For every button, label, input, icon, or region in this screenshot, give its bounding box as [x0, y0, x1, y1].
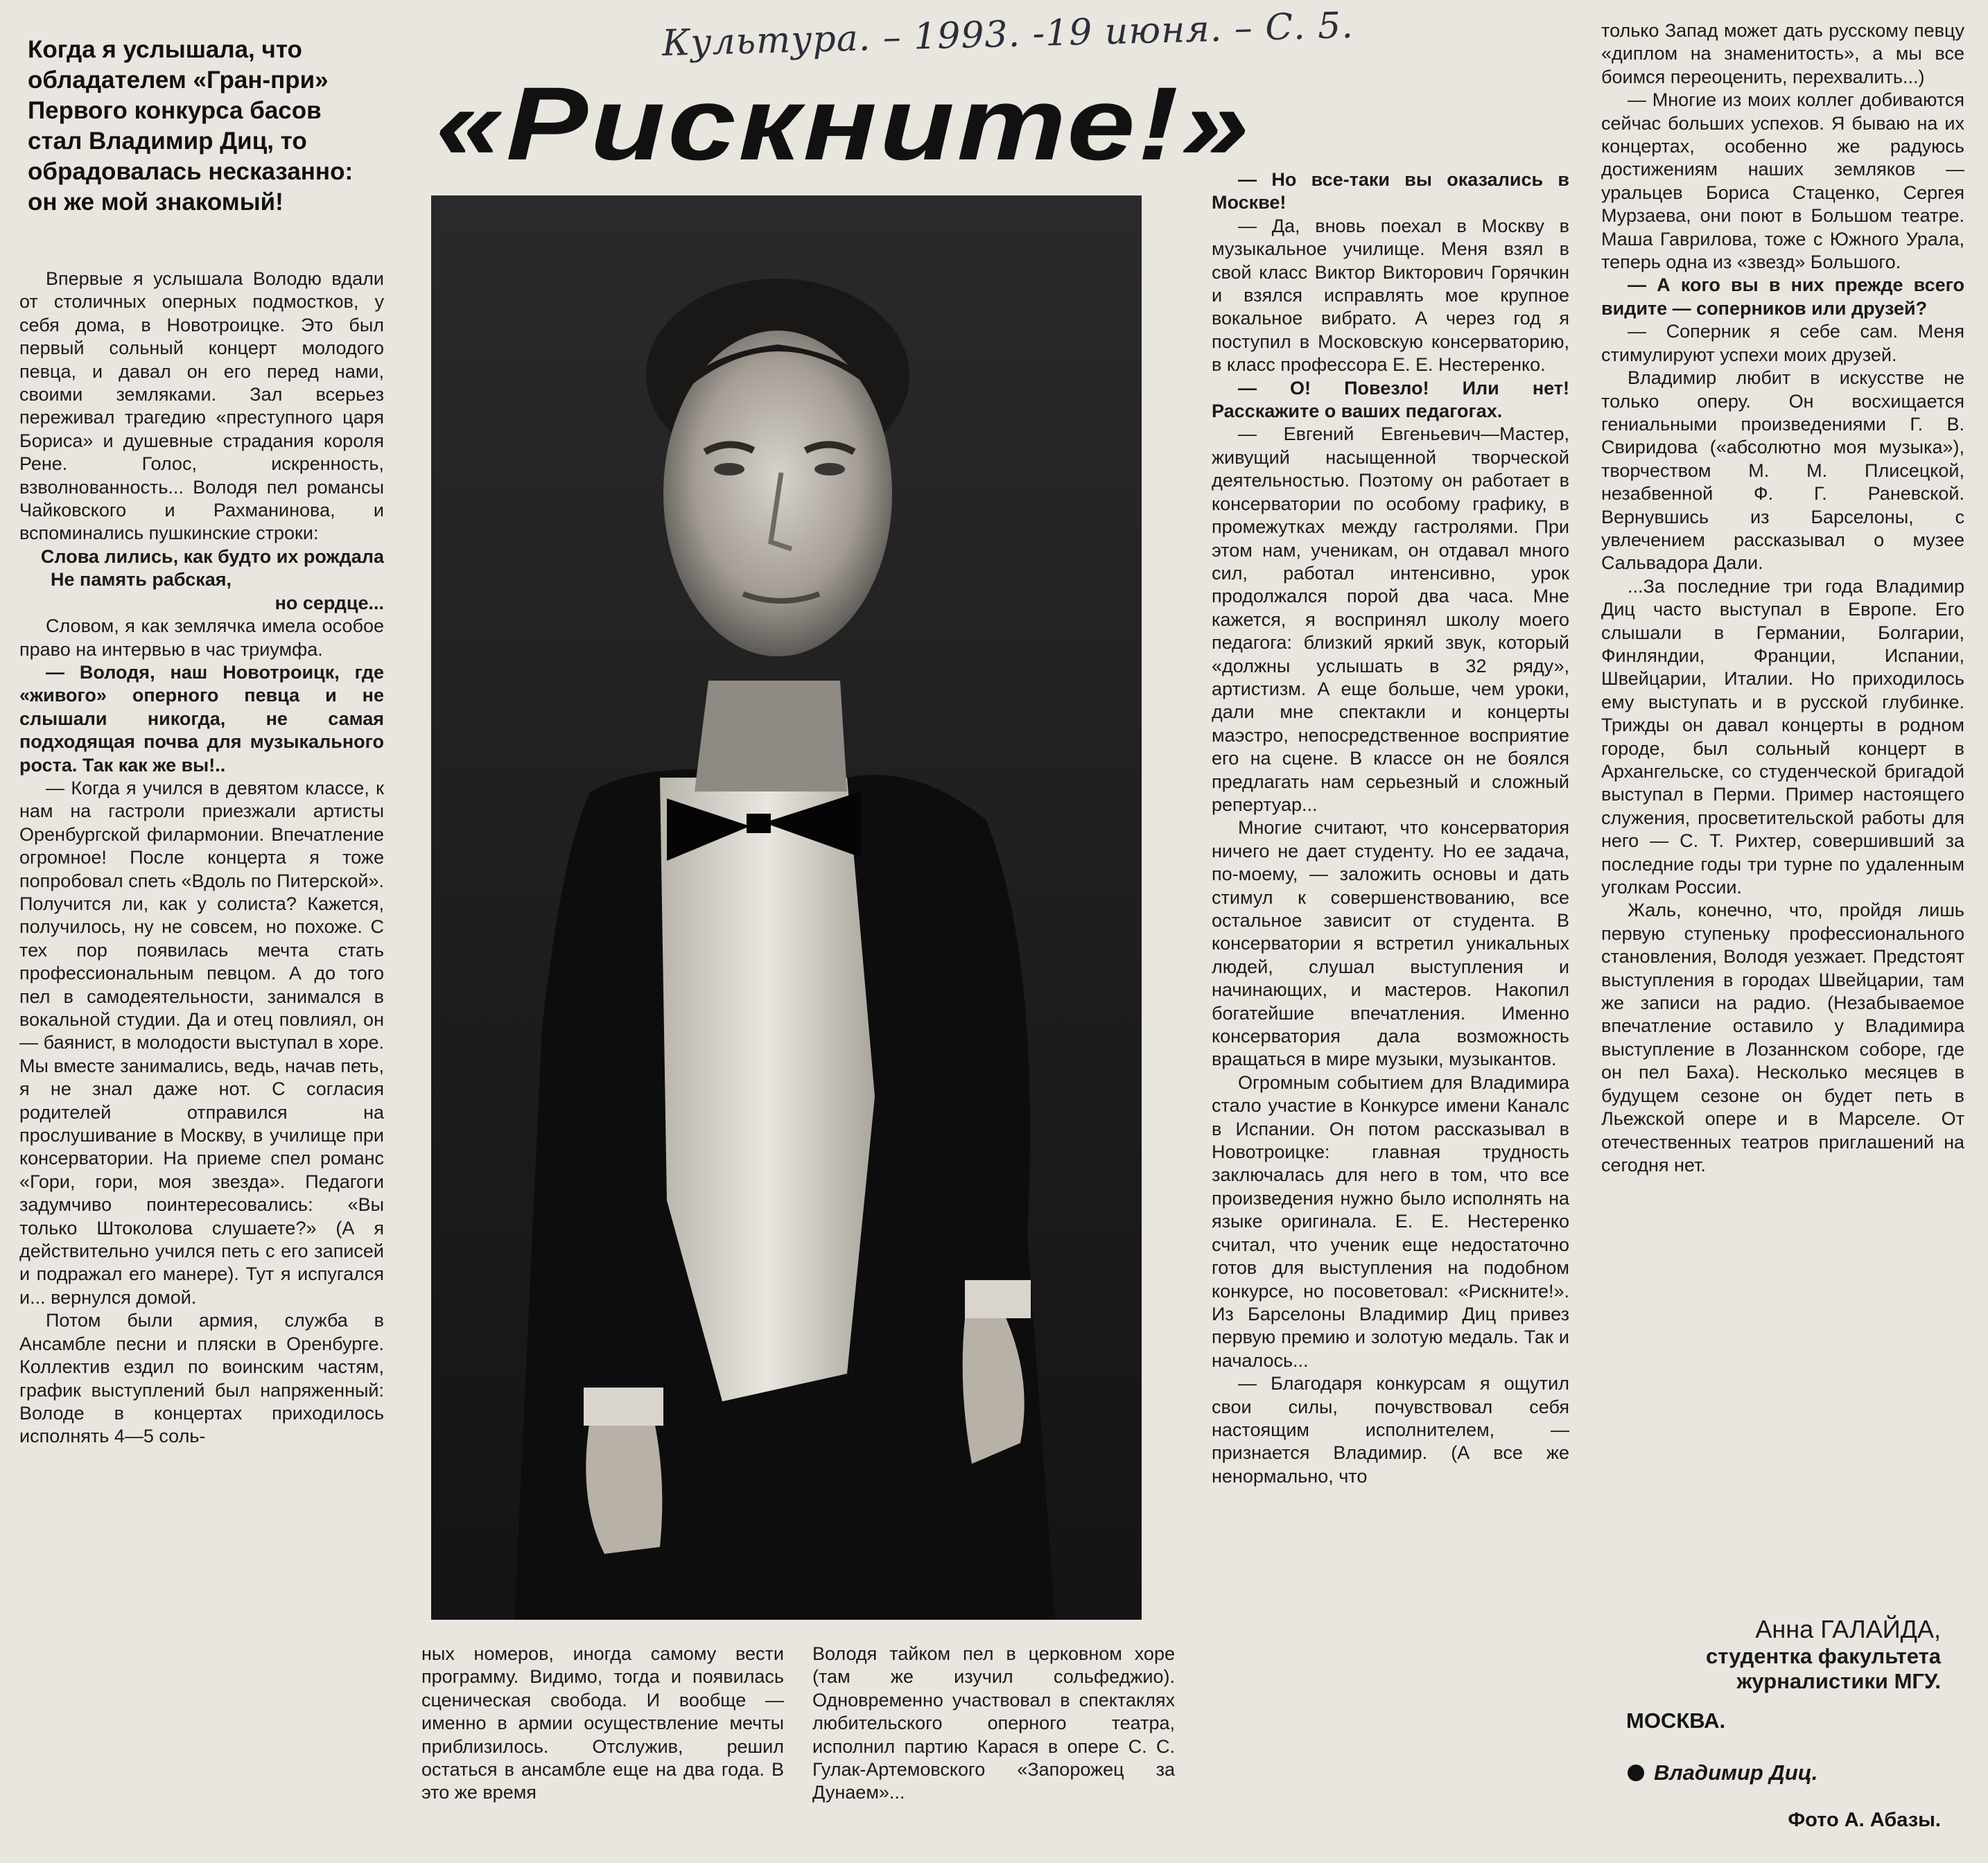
paragraph: Словом, я как землячка имела особое право на интервью в час триумфа. — [19, 615, 384, 660]
paragraph: Жаль, конечно, что, пройдя лишь первую ступеньку профессионального становления, Володя уезжает. Предстоят выступления в городах Швейцарии, там же записи на радио. (Незабываемое впечатление оставило у Владимира выступление в Лозаннском соборе, где он пел Баха). Несколько месяцев в будущем сезоне он будет петь в Льежской опере и в Марселе. От отечественных театров приглашений на сегодня нет. — [1601, 900, 1964, 1175]
author-role-line-1: студентка факультета — [1705, 1644, 1941, 1668]
paragraph: — Когда я учился в девятом классе, к нам на гастроли приезжали артисты Оренбургской филармонии. Впечатление огромное! После концерта я тоже попробовал спеть «Вдоль по Питерской». Получится ли, как у солиста? Кажется, получилось, ну не совсем, но похоже. С тех пор появилась мечта стать профессиональным певцом. А до того пел в самодеятельности, занимался в вокальной студии. Да и отец повлиял, он — баянист, в молодости выступал в хоре. Мы вместе занимались, ведь, начав петь, я не знал даже нот. С согласия родителей отправился на прослушивание в Москву, в училище при консерватории. На приеме спел романс «Гори, гори, моя звезда». Педагоги задумчиво поинтересовались: «Вы только Штоколова слушаете?» (А я действительно учился петь с его записей и подражал его манере). Тут я испугался и... вернулся домой. — [19, 777, 384, 1308]
caption-text: Владимир Диц. — [1654, 1760, 1818, 1785]
paragraph: Огромным событием для Владимира стало участие в Конкурсе имени Каналс в Испании. Он потом рассказывал в Новотроицке: главная трудность заключалась для него в том, что все произведения нужно было исполнять на языке оригинала. Е. Е. Нестеренко считал, что ученик еще недостаточно готов для выступления на подобном конкурсе, но посоветовал: «Рискните!». Из Барселоны Владимир Диц привез первую премию и золотую медаль. Так и началось... — [1212, 1072, 1569, 1371]
verse-line: но сердце... — [274, 592, 384, 613]
paragraph: только Запад может дать русскому певцу «диплом на знаменитость», а мы все боимся переоценить, перехвалить...) — [1601, 20, 1964, 87]
verse-line: Слова лились, как будто их рождала — [40, 545, 384, 567]
paragraph: Впервые я услышала Володю вдали от столичных оперных подмостков, у себя дома, в Новотроицке. Это был первый сольный концерт молодого певца, и давал он его перед нами, своими земляками. Зал всерьез переживал трагедию «преступного царя Бориса» и душевные страдания короля Рене. Голос, искренность, взволнованность... Володя пел романсы Чайковского и Рахманинова, и вспоминались пушкинские строки: — [19, 268, 384, 544]
paragraph: — Многие из моих коллег добиваются сейчас больших успехов. Я бываю на их концертах, особенно же радуюсь достижениям наших земляков — уральцев Бориса Стаценко, Сергея Мурзаева, они поют в Большом театре. Маша Гаврилова, тоже с Южного Урала, теперь одна из «звезд» Большого. — [1601, 89, 1964, 273]
article-column-4 — [1212, 168, 1569, 1849]
photo-caption — [1628, 1760, 1817, 1785]
paragraph: — Благодаря конкурсам я ощутил свои силы, почувствовал себя настоящим исполнителем, — признается Владимир. (А все же ненормально, что — [1212, 1373, 1569, 1487]
headline: «Рискните!» — [435, 65, 1252, 182]
article-column-5 — [1601, 19, 1964, 1607]
portrait-photo — [431, 195, 1142, 1620]
paragraph: — Соперник я себе сам. Меня стимулируют успехи моих друзей. — [1601, 321, 1964, 365]
author-name: Анна ГАЛАЙДА, — [1755, 1615, 1941, 1643]
paragraph: Потом были армия, служба в Ансамбле песни и пляски в Оренбурге. Коллектив ездил по воинским частям, график выступлений был напряженный: Володе в концертах приходилось исполнять 4—5 соль- — [19, 1310, 384, 1447]
paragraph: — Да, вновь поехал в Москву в музыкальное училище. Меня взял в свой класс Виктор Викторович Горячкин и взялся исправлять мое крупное вокальное вибрато. А через год я поступил в Московскую консерваторию, в класс профессора Е. Е. Нестеренко. — [1212, 215, 1569, 376]
paragraph: — Евгений Евгеньевич—Мастер, живущий насыщенной творческой деятельностью. Поэтому он работает в консерватории по особому графику, в промежутках между гастролями. При этом нам, ученикам, он отдавал много сил, работал интенсивно, урок продолжался порой два часа. Мне кажется, я воспринял школу моего педагога: близкий яркий звук, который «должны услышать в 32 ряду», артистизм. А еще больше, чем уроки, дали мне спектакли и концерты маэстро, непосредственное восприятие его на сцене. В классе он не боялся предлагать нам серьезный и сложный репертуар... — [1212, 423, 1569, 815]
interview-question: — А кого вы в них прежде всего видите — соперников или друзей? — [1601, 274, 1964, 319]
bullet-icon — [1628, 1765, 1644, 1781]
paragraph: ных номеров, иногда самому вести программу. Видимо, тогда и появилась сценическая свобода. И вообще — именно в армии осуществление мечты приблизилось. Отслужив, решил остаться в ансамбле еще на два года. В это же время — [421, 1643, 784, 1803]
verse-line: Не память рабская, — [51, 569, 232, 591]
portrait-figure — [431, 195, 1142, 1620]
handwritten-note: Культура. – 1993. -19 июня. – С. 5. — [661, 4, 1354, 65]
interview-question: — Но все-таки вы оказались в Москве! — [1212, 169, 1569, 213]
interview-question: — О! Повезло! Или нет! Расскажите о ваших педагогах. — [1212, 377, 1569, 422]
paragraph: Многие считают, что консерватория ничего не дает студенту. Но ее задача, по-моему, — заложить основы и дать стимул к совершенствованию, все остальное зависит от студента. В консерватории я встретил уникальных людей, слушал выступления и начинающих, и мастеров. Накопил богатейшие впечатления. Именно консерватория дала возможность вращаться в мире музыки, музыкантов. — [1212, 817, 1569, 1070]
paragraph: ...За последние три года Владимир Диц часто выступал в Европе. Его слышали в Германии, Болгарии, Финляндии, Франции, Испании, Швейцарии, Италии. Но приходилось ему выступать и в русской глубинке. Трижды он давал концерты в родном городе, был сольный концерт в Архангельске, со студенческой бригадой выступал в Перми. Пример настоящего служения, просветительской работы для него — С. Т. Рихтер, совершивший за последние годы три турне по удаленным уголкам России. — [1601, 575, 1964, 898]
lead-paragraph: Когда я услышала, что обладателем «Гран-при» Первого конкурса басов стал Владимир Диц, то обрадовалась несказанно: он же мой знакомый! — [28, 36, 354, 216]
paragraph: Володя тайком пел в церковном хоре (там же изучил сольфеджио). Одновременно участвовал в спектаклях любительского оперного театра, исполнил партию Карася в опере С. С. Гулак-Артемовского «Запорожец за Дунаем»... — [812, 1643, 1175, 1803]
author-role-line-2: журналистики МГУ. — [1736, 1669, 1941, 1693]
signature-block — [1615, 1615, 1941, 1694]
paragraph: Владимир любит в искусстве не только оперу. Он восхищается гениальными произведениями Г. В. Свиридова («абсолютно моя музыка»), творчеством М. М. Плисецкой, незабвенной Ф. Г. Раневской. Вернувшись из Барселоны, с увлечением рассказывал о музее Сальвадора Дали. — [1601, 367, 1964, 574]
photo-credit: Фото А. Абазы. — [1788, 1809, 1941, 1831]
article-column-1 — [19, 268, 384, 1849]
city-dateline: МОСКВА. — [1626, 1708, 1726, 1733]
interview-question: — Володя, наш Новотроицк, где «живого» оперного певца и не слышали никогда, не самая подходящая почва для музыкального роста. Так как же вы!.. — [19, 661, 384, 776]
article-column-3-bottom — [812, 1643, 1175, 1851]
article-column-2-bottom — [421, 1643, 784, 1851]
